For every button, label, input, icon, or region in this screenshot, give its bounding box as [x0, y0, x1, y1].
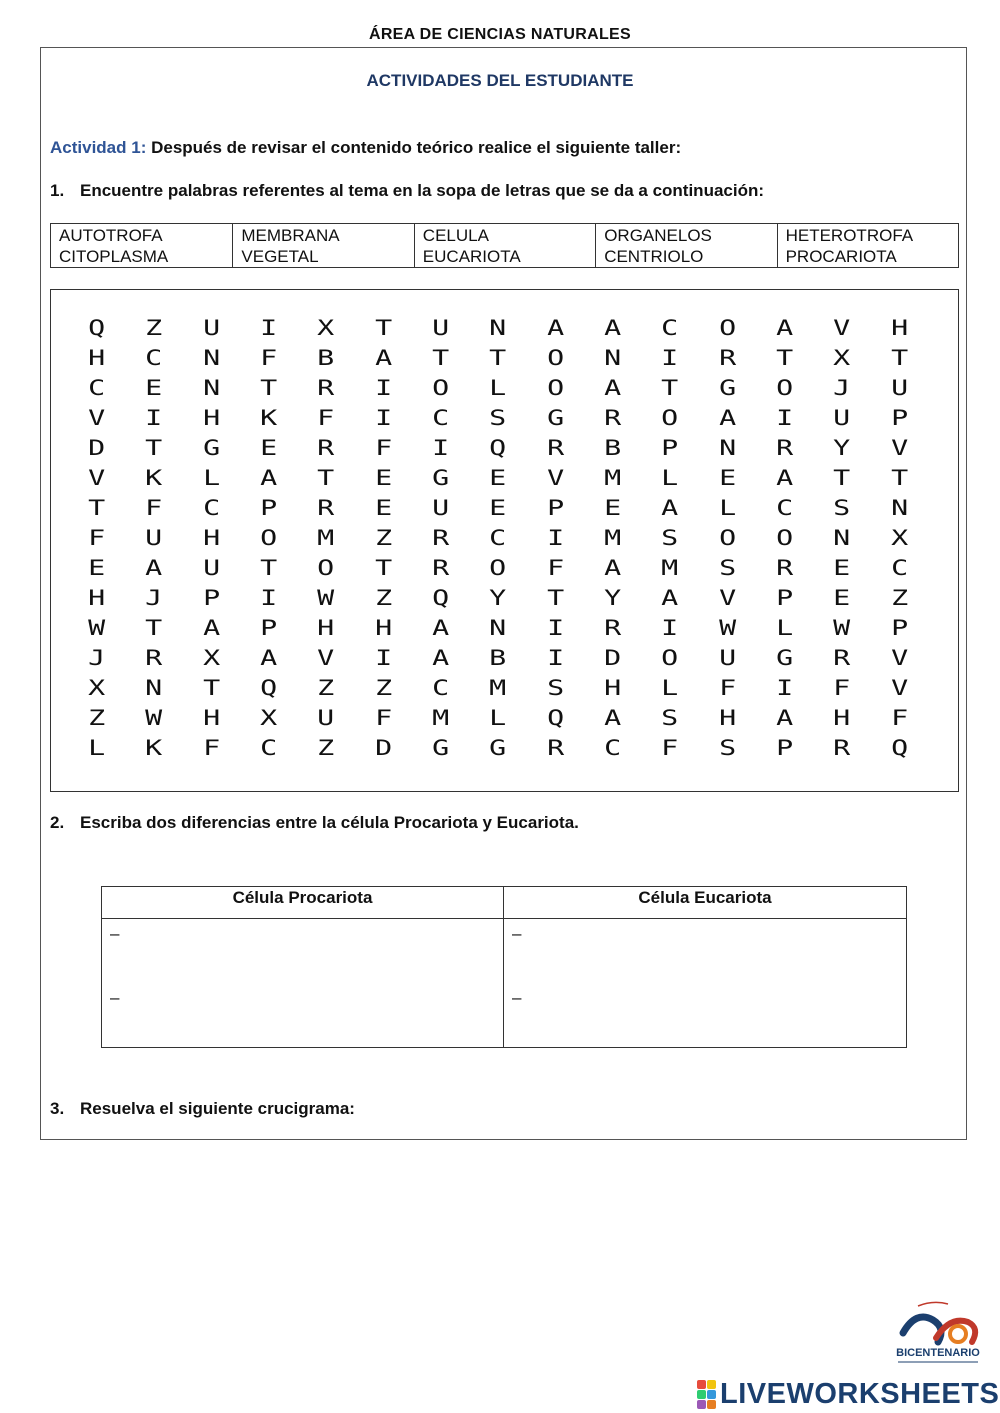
logo-script-stroke — [918, 1302, 948, 1306]
word-search-letter[interactable]: T — [260, 556, 278, 580]
word-search-letter[interactable]: E — [489, 466, 507, 490]
word-search-letter[interactable]: M — [432, 706, 450, 730]
answer-cell-procariota[interactable] — [102, 919, 504, 1047]
word-search-letter[interactable]: N — [833, 526, 851, 550]
word-search-letter[interactable]: D — [604, 646, 622, 670]
word-search-letter[interactable]: W — [317, 586, 335, 610]
word-search-letter[interactable]: T — [546, 586, 564, 610]
word-search-letter[interactable]: U — [432, 496, 450, 520]
word-search-letter[interactable]: V — [546, 466, 564, 490]
word-search-letter[interactable]: A — [661, 496, 679, 520]
word-search-letter[interactable]: T — [489, 346, 507, 370]
word-search-letter[interactable]: Z — [317, 676, 335, 700]
word-search-letter[interactable]: F — [260, 346, 278, 370]
word-search-letter[interactable]: V — [833, 316, 851, 340]
word-search-letter[interactable]: T — [202, 676, 220, 700]
word-search-letter[interactable]: N — [145, 676, 163, 700]
icon-square — [697, 1380, 706, 1389]
word-search-letter[interactable]: C — [202, 496, 220, 520]
word-search-letter[interactable]: R — [604, 616, 622, 640]
word-search-letter[interactable]: A — [661, 586, 679, 610]
activity-label: Actividad 1: — [50, 138, 147, 157]
word-search-letter[interactable]: W — [718, 616, 736, 640]
word-search-letter[interactable]: C — [88, 376, 106, 400]
word-search-letter[interactable]: T — [317, 466, 335, 490]
word-search-letter[interactable]: H — [374, 616, 392, 640]
word-search-letter[interactable]: Z — [145, 316, 163, 340]
word-search-letter[interactable]: H — [202, 406, 220, 430]
word-search-letter[interactable]: P — [890, 616, 908, 640]
word-search-letter[interactable]: U — [890, 376, 908, 400]
word-search-letter[interactable]: I — [374, 646, 392, 670]
word-search-letter[interactable]: V — [317, 646, 335, 670]
word-search-letter[interactable]: O — [260, 526, 278, 550]
word-search-letter[interactable]: V — [890, 436, 908, 460]
word-search-letter[interactable]: Z — [88, 706, 106, 730]
word-bank-cell — [51, 224, 232, 267]
word-search-letter[interactable]: R — [317, 496, 335, 520]
word-search-letter[interactable]: H — [88, 586, 106, 610]
word-search-letter[interactable]: H — [833, 706, 851, 730]
word-search-letter[interactable]: C — [432, 406, 450, 430]
word-search-letter[interactable]: Z — [374, 676, 392, 700]
word-search-letter[interactable]: O — [718, 526, 736, 550]
word-search-letter[interactable]: F — [661, 736, 679, 760]
word-search-letter[interactable]: T — [890, 346, 908, 370]
word-search-letter[interactable]: V — [88, 406, 106, 430]
word-search-letter[interactable]: R — [833, 646, 851, 670]
word-search-letter[interactable]: F — [890, 706, 908, 730]
word-search-letter[interactable]: N — [604, 346, 622, 370]
word-bank-word: CENTRIOLO — [604, 247, 704, 266]
word-search-letter[interactable]: G — [489, 736, 507, 760]
word-search-letter[interactable]: G — [432, 466, 450, 490]
word-search-grid — [68, 313, 928, 763]
word-search-letter[interactable]: W — [88, 616, 106, 640]
section-title: ACTIVIDADES DEL ESTUDIANTE — [366, 71, 634, 90]
word-bank-word: HETEROTROFA — [785, 226, 914, 245]
word-search-letter[interactable]: A — [776, 706, 794, 730]
word-search-letter[interactable]: I — [260, 586, 278, 610]
bicentenario-logo — [888, 1298, 988, 1366]
word-search-letter[interactable]: H — [202, 706, 220, 730]
word-search-letter[interactable]: I — [260, 316, 278, 340]
word-search-letter[interactable]: R — [604, 406, 622, 430]
icon-square — [707, 1380, 716, 1389]
word-search-letter[interactable]: P — [546, 496, 564, 520]
word-search-letter[interactable]: T — [890, 466, 908, 490]
word-search-letter[interactable]: O — [661, 646, 679, 670]
word-search-letter[interactable]: Z — [374, 586, 392, 610]
word-search-letter[interactable]: N — [718, 436, 736, 460]
word-search-letter[interactable]: E — [374, 466, 392, 490]
question-number: 2. — [50, 813, 65, 832]
word-search-letter[interactable]: S — [833, 496, 851, 520]
word-search-letter[interactable]: R — [546, 736, 564, 760]
word-search-letter[interactable]: H — [718, 706, 736, 730]
answer-dash: – — [512, 988, 522, 1007]
logo-circle — [950, 1326, 966, 1342]
word-search-letter[interactable]: G — [776, 646, 794, 670]
word-search-letter[interactable]: X — [260, 706, 278, 730]
word-search-letter[interactable]: A — [604, 316, 622, 340]
word-search-letter[interactable]: R — [317, 376, 335, 400]
word-search-letter[interactable]: Z — [890, 586, 908, 610]
word-search-letter[interactable]: H — [604, 676, 622, 700]
word-bank-cell — [414, 224, 595, 267]
word-search-letter[interactable]: M — [604, 466, 622, 490]
word-search-letter[interactable]: U — [202, 316, 220, 340]
word-search-letter[interactable]: L — [718, 496, 736, 520]
liveworksheets-wordmark: LIVEWORKSHEETS — [720, 1377, 1000, 1410]
word-bank-word: MEMBRANA — [241, 226, 340, 245]
word-search-letter[interactable]: A — [432, 616, 450, 640]
word-search-letter[interactable]: H — [88, 346, 106, 370]
word-search-letter[interactable]: P — [202, 586, 220, 610]
answer-dash: – — [110, 988, 120, 1007]
word-search-letter[interactable]: E — [374, 496, 392, 520]
word-search-letter[interactable]: H — [317, 616, 335, 640]
word-search-letter[interactable]: C — [604, 736, 622, 760]
differences-table — [101, 886, 907, 1048]
question-3 — [50, 1099, 355, 1119]
word-search-letter[interactable]: A — [432, 646, 450, 670]
icon-square — [707, 1400, 716, 1409]
word-search-letter[interactable]: O — [718, 316, 736, 340]
word-search-letter[interactable]: H — [890, 316, 908, 340]
word-search-letter[interactable]: S — [718, 556, 736, 580]
word-search-letter[interactable]: I — [432, 436, 450, 460]
word-search-letter[interactable]: N — [202, 346, 220, 370]
question-text: Resuelva el siguiente crucigrama: — [80, 1099, 355, 1118]
answer-dash: – — [110, 924, 120, 943]
word-bank-word: PROCARIOTA — [785, 247, 897, 266]
word-search-letter[interactable]: O — [776, 526, 794, 550]
word-search-letter[interactable]: C — [776, 496, 794, 520]
word-search-letter[interactable]: S — [718, 736, 736, 760]
word-search-letter[interactable]: G — [202, 436, 220, 460]
icon-square — [697, 1390, 706, 1399]
word-search-letter[interactable]: X — [202, 646, 220, 670]
word-search-letter[interactable]: Q — [88, 316, 106, 340]
answer-cell-eucariota[interactable] — [504, 919, 906, 1047]
header-eucariota: Célula Eucariota — [504, 887, 906, 919]
word-search-letter[interactable]: L — [661, 676, 679, 700]
word-search-letter[interactable]: H — [202, 526, 220, 550]
word-search-letter[interactable]: N — [489, 316, 507, 340]
word-search-letter[interactable]: C — [661, 316, 679, 340]
word-search-letter[interactable]: A — [546, 316, 564, 340]
word-search-letter[interactable]: F — [374, 436, 392, 460]
word-search-letter[interactable]: A — [776, 316, 794, 340]
word-bank-word: VEGETAL — [241, 247, 319, 266]
word-search-letter[interactable]: Y — [604, 586, 622, 610]
question-number: 3. — [50, 1099, 65, 1118]
word-search-letter[interactable]: A — [260, 466, 278, 490]
word-search-letter[interactable]: U — [317, 706, 335, 730]
word-search-letter[interactable]: C — [890, 556, 908, 580]
word-search-letter[interactable]: C — [145, 346, 163, 370]
word-search-letter[interactable]: W — [833, 616, 851, 640]
question-text: Encuentre palabras referentes al tema en la sopa de letras que se da a continuación: — [80, 181, 765, 200]
activity-text: Después de revisar el contenido teórico realice el siguiente taller: — [146, 138, 682, 157]
word-search-letter[interactable]: T — [833, 466, 851, 490]
word-search-letter[interactable]: V — [88, 466, 106, 490]
word-search-letter[interactable]: V — [890, 676, 908, 700]
word-search-letter[interactable]: T — [145, 436, 163, 460]
word-search-letter[interactable]: Q — [432, 586, 450, 610]
word-search-letter[interactable]: F — [317, 406, 335, 430]
word-search-letter[interactable]: O — [489, 556, 507, 580]
word-search-letter[interactable]: R — [317, 436, 335, 460]
word-search-letter[interactable]: X — [317, 316, 335, 340]
word-search-letter[interactable]: M — [661, 556, 679, 580]
word-search-letter[interactable]: T — [776, 346, 794, 370]
word-search-letter[interactable]: Z — [374, 526, 392, 550]
word-search-letter[interactable]: L — [661, 466, 679, 490]
word-search-letter[interactable]: E — [718, 466, 736, 490]
word-bank-word: CELULA — [422, 226, 489, 245]
word-search-letter[interactable]: N — [890, 496, 908, 520]
word-search-letter[interactable]: A — [604, 376, 622, 400]
word-search-letter[interactable]: Z — [317, 736, 335, 760]
word-search-letter[interactable]: S — [546, 676, 564, 700]
word-search-letter[interactable]: E — [604, 496, 622, 520]
word-search-letter[interactable]: R — [776, 556, 794, 580]
word-search-letter[interactable]: D — [374, 736, 392, 760]
word-search-letter[interactable]: T — [145, 616, 163, 640]
word-search-letter[interactable]: I — [546, 646, 564, 670]
liveworksheets-icon — [697, 1380, 716, 1409]
word-bank-cell — [777, 224, 958, 267]
word-search-letter[interactable]: G — [546, 406, 564, 430]
word-search-letter[interactable]: P — [776, 736, 794, 760]
word-search-letter[interactable]: F — [718, 676, 736, 700]
word-search-letter[interactable]: A — [776, 466, 794, 490]
word-search-letter[interactable]: I — [776, 676, 794, 700]
word-search-letter[interactable]: O — [546, 376, 564, 400]
word-search-letter[interactable]: X — [88, 676, 106, 700]
word-search-letter[interactable]: I — [374, 376, 392, 400]
word-search-letter[interactable]: R — [432, 526, 450, 550]
word-search-letter[interactable]: F — [202, 736, 220, 760]
word-search-letter[interactable]: I — [145, 406, 163, 430]
word-search-letter[interactable]: A — [718, 406, 736, 430]
word-search-letter[interactable]: R — [145, 646, 163, 670]
word-search-letter[interactable]: J — [833, 376, 851, 400]
word-search-letter[interactable]: P — [260, 496, 278, 520]
word-bank-word: AUTOTROFA — [59, 226, 163, 245]
word-search-letter[interactable]: C — [489, 526, 507, 550]
word-search-letter[interactable]: O — [432, 376, 450, 400]
word-search-letter[interactable]: U — [432, 316, 450, 340]
word-search-letter[interactable]: I — [546, 526, 564, 550]
word-search-letter[interactable]: T — [432, 346, 450, 370]
word-bank-word: CITOPLASMA — [59, 247, 169, 266]
word-search-letter[interactable]: M — [317, 526, 335, 550]
word-search-letter[interactable]: I — [374, 406, 392, 430]
word-search-letter[interactable]: P — [776, 586, 794, 610]
question-text: Escriba dos diferencias entre la célula Procariota y Eucariota. — [80, 813, 579, 832]
word-search-letter[interactable]: R — [546, 436, 564, 460]
word-search-letter[interactable]: A — [604, 556, 622, 580]
word-search-letter[interactable]: U — [202, 556, 220, 580]
question-2 — [50, 813, 579, 833]
word-search-letter[interactable]: O — [546, 346, 564, 370]
word-search-letter[interactable]: B — [604, 436, 622, 460]
word-search-letter[interactable]: L — [88, 736, 106, 760]
word-search-letter[interactable]: E — [833, 586, 851, 610]
word-search-letter[interactable]: A — [374, 346, 392, 370]
word-search-letter[interactable]: Q — [489, 436, 507, 460]
word-search-letter[interactable]: Q — [260, 676, 278, 700]
word-search-letter[interactable]: T — [374, 316, 392, 340]
word-search-letter[interactable]: L — [489, 376, 507, 400]
answer-dash: – — [512, 924, 522, 943]
word-search-letter[interactable]: F — [833, 676, 851, 700]
word-search-letter[interactable]: E — [489, 496, 507, 520]
word-search-letter[interactable]: X — [890, 526, 908, 550]
word-search-letter[interactable]: S — [661, 706, 679, 730]
word-search-letter[interactable]: U — [145, 526, 163, 550]
word-search-letter[interactable]: M — [489, 676, 507, 700]
word-bank-cell — [595, 224, 776, 267]
word-search-letter[interactable]: G — [718, 376, 736, 400]
word-search-letter[interactable]: O — [317, 556, 335, 580]
word-search-letter[interactable]: K — [145, 736, 163, 760]
word-search-letter[interactable]: E — [260, 436, 278, 460]
word-search-letter[interactable]: T — [374, 556, 392, 580]
word-search-letter[interactable]: M — [604, 526, 622, 550]
word-bank-table — [50, 223, 959, 268]
word-search-letter[interactable]: V — [718, 586, 736, 610]
word-search-letter[interactable]: Y — [489, 586, 507, 610]
word-search-letter[interactable]: F — [546, 556, 564, 580]
word-search-letter[interactable]: L — [489, 706, 507, 730]
liveworksheets-brand[interactable] — [697, 1377, 999, 1411]
word-search-letter[interactable]: B — [489, 646, 507, 670]
icon-square — [707, 1390, 716, 1399]
word-search-letter[interactable]: I — [661, 346, 679, 370]
word-search-letter[interactable]: F — [88, 526, 106, 550]
word-search-letter[interactable]: C — [260, 736, 278, 760]
word-search-letter[interactable]: W — [145, 706, 163, 730]
word-bank-cell — [232, 224, 413, 267]
word-search-letter[interactable]: U — [718, 646, 736, 670]
word-search-letter[interactable]: T — [661, 376, 679, 400]
word-search-letter[interactable]: K — [145, 466, 163, 490]
word-search-letter[interactable]: X — [833, 346, 851, 370]
word-search-letter[interactable]: B — [317, 346, 335, 370]
word-search-letter[interactable]: R — [718, 346, 736, 370]
word-search-letter[interactable]: S — [489, 406, 507, 430]
word-search-letter[interactable]: O — [661, 406, 679, 430]
word-search-letter[interactable]: D — [88, 436, 106, 460]
word-search-letter[interactable]: P — [661, 436, 679, 460]
word-search-letter[interactable]: I — [776, 406, 794, 430]
word-search-letter[interactable]: A — [260, 646, 278, 670]
word-search-letter[interactable]: L — [776, 616, 794, 640]
word-search-letter[interactable]: A — [604, 706, 622, 730]
word-bank-word: EUCARIOTA — [422, 247, 521, 266]
word-search-letter[interactable]: E — [833, 556, 851, 580]
word-search-letter[interactable]: R — [776, 436, 794, 460]
word-search-letter[interactable]: I — [661, 616, 679, 640]
word-search-letter[interactable]: V — [890, 646, 908, 670]
header-procariota: Célula Procariota — [102, 887, 504, 919]
word-search-letter[interactable]: Y — [833, 436, 851, 460]
logo-text: BICENTENARIO — [896, 1347, 980, 1359]
word-search-letter[interactable]: A — [145, 556, 163, 580]
question-1 — [50, 181, 764, 201]
word-search-letter[interactable]: N — [489, 616, 507, 640]
word-search-letter[interactable]: I — [546, 616, 564, 640]
word-bank-word: ORGANELOS — [604, 226, 712, 245]
word-search-letter[interactable]: P — [260, 616, 278, 640]
word-search-letter[interactable]: F — [145, 496, 163, 520]
word-search-letter[interactable]: U — [833, 406, 851, 430]
word-search-letter[interactable]: E — [145, 376, 163, 400]
activity-instruction — [50, 138, 681, 158]
word-search-letter[interactable]: R — [833, 736, 851, 760]
page-header-title: ÁREA DE CIENCIAS NATURALES — [368, 26, 632, 43]
word-search-letter[interactable]: L — [202, 466, 220, 490]
word-search-letter[interactable]: F — [374, 706, 392, 730]
word-search-letter[interactable]: O — [776, 376, 794, 400]
question-number: 1. — [50, 181, 65, 200]
word-search-letter[interactable]: Q — [546, 706, 564, 730]
word-search-letter[interactable]: T — [260, 376, 278, 400]
icon-square — [697, 1400, 706, 1409]
word-search-letter[interactable]: E — [88, 556, 106, 580]
word-search-letter[interactable]: Q — [890, 736, 908, 760]
word-search-letter[interactable]: P — [890, 406, 908, 430]
word-search-letter[interactable]: T — [88, 496, 106, 520]
word-search-letter[interactable]: J — [145, 586, 163, 610]
word-search-letter[interactable]: R — [432, 556, 450, 580]
word-search-letter[interactable]: J — [88, 646, 106, 670]
word-search-letter[interactable]: C — [432, 676, 450, 700]
word-search-letter[interactable]: A — [202, 616, 220, 640]
word-search-letter[interactable]: G — [432, 736, 450, 760]
word-search-letter[interactable]: S — [661, 526, 679, 550]
word-search-letter[interactable]: N — [202, 376, 220, 400]
word-search-letter[interactable]: K — [260, 406, 278, 430]
